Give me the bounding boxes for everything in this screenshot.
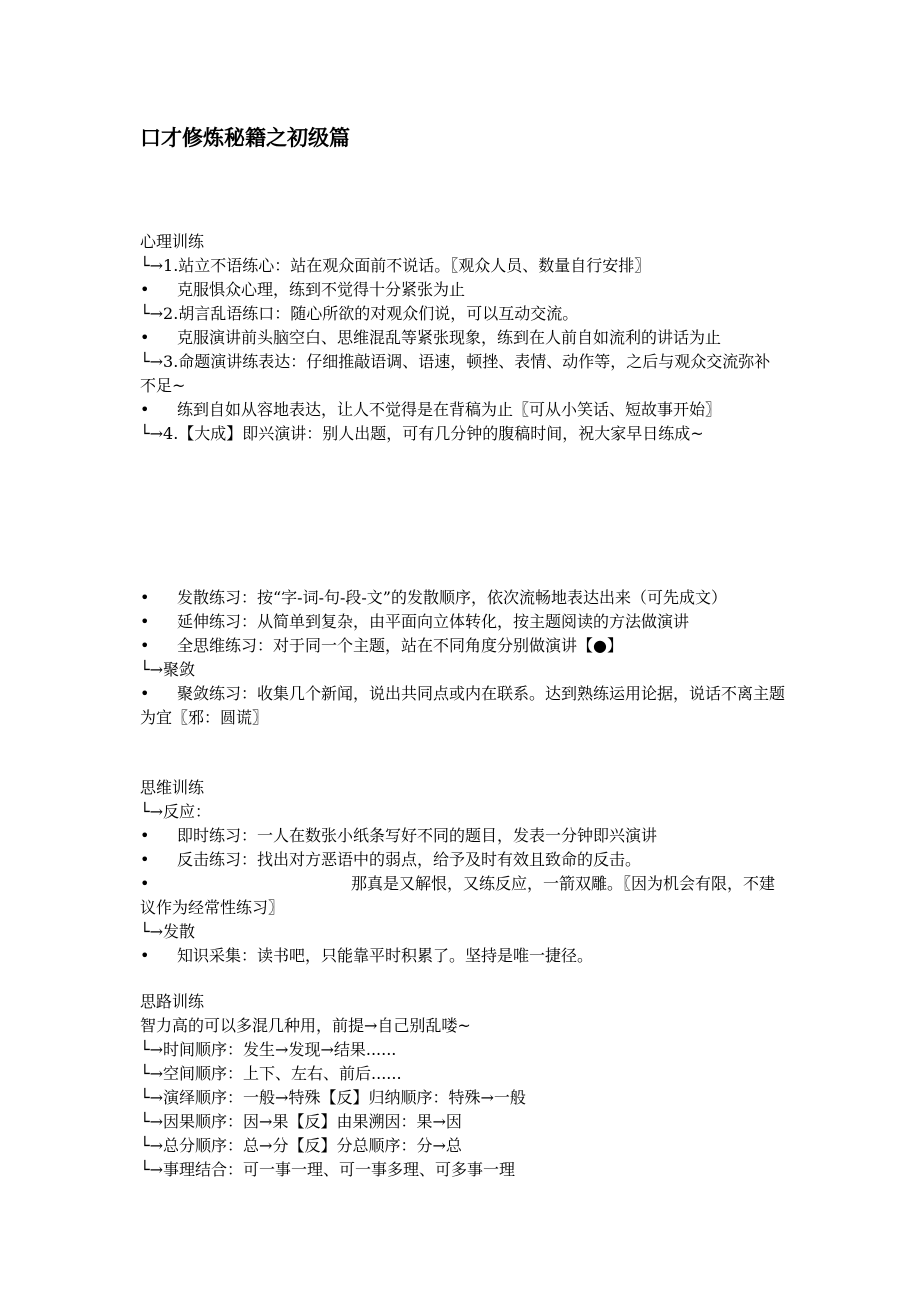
section-psychology bbox=[140, 230, 785, 446]
bullet-item: • 知识采集：读书吧，只能靠平时积累了。坚持是唯一捷径。 bbox=[140, 944, 785, 968]
intro-line: 智力高的可以多混几种用，前提→自己别乱喽~ bbox=[140, 1016, 471, 1035]
step-line: └→反应： bbox=[140, 802, 212, 821]
section-expansion bbox=[140, 586, 785, 730]
section-heading: 思维训练 bbox=[140, 778, 205, 797]
bullet-item: • 练到自如从容地表达，让人不觉得是在背稿为止〖可从小笑话、短故事开始〗 bbox=[140, 398, 785, 422]
bullet-marker: • bbox=[140, 588, 150, 607]
step-line: └→因果顺序：因→果【反】由果溯因：果→因 bbox=[140, 1112, 462, 1131]
step-line: └→总分顺序：总→分【反】分总顺序：分→总 bbox=[140, 1136, 462, 1155]
bullet-item: • 全思维练习：对于同一个主题，站在不同角度分别做演讲【●】 bbox=[140, 634, 785, 658]
section-heading: 思路训练 bbox=[140, 992, 205, 1011]
section-heading: 心理训练 bbox=[140, 232, 205, 251]
bullet-item: • 那真是又解恨，又练反应，一箭双雕。〖因为机会有限，不建议作为经常性练习〗 bbox=[140, 874, 776, 917]
step-line: └→1.站立不语练心：站在观众面前不说话。〖观众人员、数量自行安排〗 bbox=[140, 256, 651, 275]
bullet-marker: • bbox=[140, 636, 150, 655]
bullet-item: • 克服演讲前头脑空白、思维混乱等紧张现象，练到在人前自如流利的讲话为止 bbox=[140, 326, 785, 350]
step-line: └→事理结合：可一事一理、可一事多理、可多事一理 bbox=[140, 1160, 516, 1179]
step-line: └→聚敛 bbox=[140, 660, 196, 679]
bullet-item: • 克服惧众心理，练到不觉得十分紧张为止 bbox=[140, 278, 785, 302]
bullet-marker: • bbox=[140, 400, 150, 419]
page-title: 口才修炼秘籍之初级篇 bbox=[140, 126, 350, 150]
step-line: └→3.命题演讲练表达：仔细推敲语调、语速，顿挫、表情、动作等，之后与观众交流弥补不足~ bbox=[140, 352, 771, 395]
bullet-marker: • bbox=[140, 280, 150, 299]
bullet-item: • 即时练习：一人在数张小纸条写好不同的题目，发表一分钟即兴演讲 bbox=[140, 824, 785, 848]
step-line: └→时间顺序：发生→发现→结果...... bbox=[140, 1040, 397, 1059]
bullet-marker: • bbox=[140, 684, 150, 703]
bullet-item: • 发散练习：按“字-词-句-段-文”的发散顺序，依次流畅地表达出来（可先成文） bbox=[140, 586, 785, 610]
step-line: └→空间顺序：上下、左右、前后...... bbox=[140, 1064, 402, 1083]
bullet-item: • 聚敛练习：收集几个新闻，说出共同点或内在联系。达到熟练运用论据，说话不离主题为宜〖邪：圆谎〗 bbox=[140, 684, 786, 727]
bullet-item: • 反击练习：找出对方恶语中的弱点，给予及时有效且致命的反击。 bbox=[140, 848, 785, 872]
bullet-marker: • bbox=[140, 612, 150, 631]
bullet-marker: • bbox=[140, 826, 150, 845]
section-reasoning bbox=[140, 990, 785, 1182]
bullet-marker: • bbox=[140, 874, 150, 893]
bullet-item: • 延伸练习：从简单到复杂，由平面向立体转化，按主题阅读的方法做演讲 bbox=[140, 610, 785, 634]
step-line: └→2.胡言乱语练口：随心所欲的对观众们说，可以互动交流。 bbox=[140, 304, 579, 323]
step-line: └→发散 bbox=[140, 922, 196, 941]
bullet-marker: • bbox=[140, 328, 150, 347]
step-line: └→演绎顺序：一般→特殊【反】归纳顺序：特殊→一般 bbox=[140, 1088, 526, 1107]
bullet-marker: • bbox=[140, 850, 150, 869]
step-line: └→4.【大成】即兴演讲：别人出题，可有几分钟的腹稿时间，祝大家早日练成~ bbox=[140, 424, 704, 443]
bullet-marker: • bbox=[140, 946, 150, 965]
section-thinking bbox=[140, 776, 785, 968]
